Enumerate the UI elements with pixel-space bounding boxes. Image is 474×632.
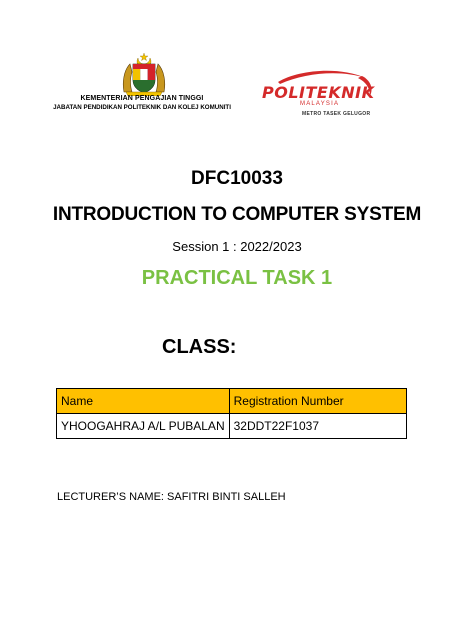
politeknik-logo xyxy=(258,68,376,124)
course-title: INTRODUCTION TO COMPUTER SYSTEM xyxy=(52,204,422,225)
politeknik-wordmark: POLITEKNIK xyxy=(262,83,375,102)
course-code: DFC10033 xyxy=(191,168,283,189)
table-header-row xyxy=(57,389,407,414)
lecturer-name: LECTURER’S NAME: SAFITRI BINTI SALLEH xyxy=(57,491,286,503)
student-info-table xyxy=(56,388,407,439)
class-label: CLASS: xyxy=(162,336,237,358)
session-info: Session 1 : 2022/2023 xyxy=(172,239,302,254)
header-registration-number: Registration Number xyxy=(229,389,406,414)
task-title: PRACTICAL TASK 1 xyxy=(141,267,333,289)
coat-of-arms-icon xyxy=(118,52,170,96)
politeknik-country: MALAYSIA xyxy=(300,101,340,107)
department-name: JABATAN PENDIDIKAN POLITEKNIK DAN KOLEJ KOMUNITI xyxy=(53,104,231,111)
registration-number: 32DDT22F1037 xyxy=(229,414,406,439)
student-name: YHOOGAHRAJ A/L PUBALAN xyxy=(57,414,230,439)
header-name: Name xyxy=(57,389,230,414)
table-row xyxy=(57,414,407,439)
ministry-logo xyxy=(44,52,240,122)
politeknik-campus: METRO TASEK GELUGOR xyxy=(302,111,371,117)
ministry-name: KEMENTERIAN PENGAJIAN TINGGI xyxy=(80,95,204,102)
